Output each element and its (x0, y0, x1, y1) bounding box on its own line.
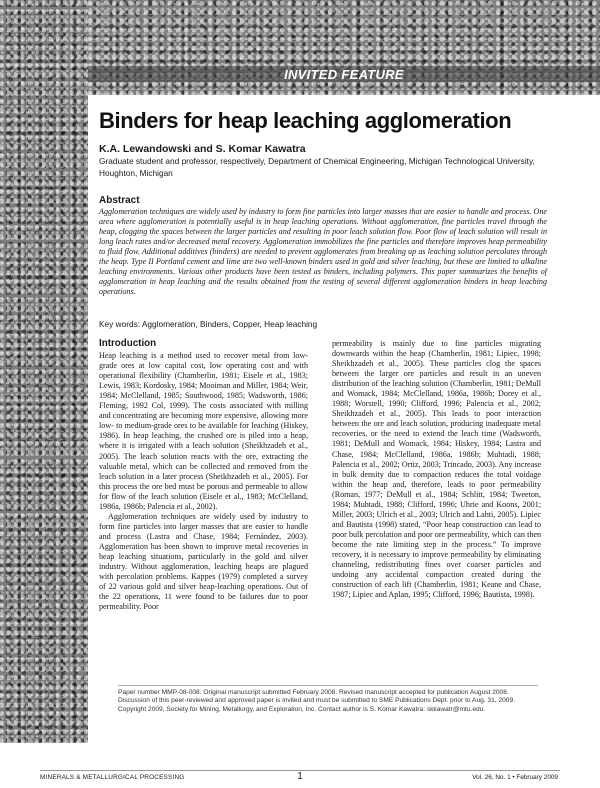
footnote: Paper number MMP-08-008. Original manuscript submitted February 2008. Revised manuscript accepted for publication August 2008. Discussion of this peer-reviewed and approved paper is invited and must be submitted to SME Publications Dept. prior to Aug. 31, 2009. Copyright 2009, Society for Mining, Metallurgy, and Exploration, Inc. Contact author is S. Komar Kawatra: skkawatr@mtu.edu. (118, 689, 515, 713)
keywords: Key words: Agglomeration, Binders, Copper, Heap leaching (99, 319, 318, 329)
introduction-heading: Introduction (99, 338, 157, 349)
banner-label: INVITED FEATURE (284, 66, 404, 82)
page-number: 1 (297, 771, 303, 782)
body-paragraph: Heap leaching is a method used to recover metal from low-grade ores at low capital cost, low operating cost and with operational flexibility (Chamberlin, 1981; Eisele et al., 1983; Lewis, 1983; Kordosky, 1984; Mooiman and Miller, 1984; Weir, 1984; McClelland, 1985; Southwood, 1985; Wadsworth, 1986; Fleming, 1992 Col, 1999). The costs associated with milling and concentrating are becoming more expensive, allowing more low- to medium-grade ores to be available for leaching (Hiskey, 1986). In heap leaching, the crushed ore is piled into a heap, where it is irrigated with a leach solution (Sheikhzadeh et al., 2005). The leach solution reacts with the ore, extracting the valuable metal, which can be collected and removed from the leach solution in a later process (Sheikhzadeh et al., 2005). For this process the ore bed must be porous and permeable to allow for flow of the leach solution (Eisele et al., 1983; McClelland, 1986a, 1986b; Palencia et al., 2002). (99, 351, 308, 511)
invited-feature-banner (88, 66, 600, 82)
body-column-left (99, 339, 308, 612)
abstract-text: Agglomeration techniques are widely used by industry to form fine particles into larger masses that are easier to handle and process. One area where agglomeration is potentially useful is in heap leaching operations. Without agglomeration, fine particles travel through the heap, clogging the spaces between the larger particles and resulting in poor leach solution flow. Poor flow of leach solution will result in long leach rates and/or decreased metal recovery. Agglomeration immobilizes the fine particles and therefore improves heap permeability to fluid flow. Additional additives (binders) are needed to prevent agglomerates from breaking up as leaching solution percolates through the heap. Type II Portland cement and lime are two well-known binders used in gold and silver leaching, but these are limited to alkaline leaching environments. Various other products have been tested as binders, including polymers. This paper summarizes the benefits of agglomeration in heap leaching and the results obtained from the testing of several different agglomeration binders in heap leaching operations. (99, 207, 547, 296)
article-title: Binders for heap leaching agglomeration (99, 108, 512, 133)
body-paragraph: Agglomeration techniques are widely used by industry to form fine particles into larger masses that are easier to handle and process (Lastra and Chase, 1984; Fernández, 2003). Agglomeration has been shown to improve metal recoveries in heap leaching situations, particularly in the gold and silver industry. Without agglomeration, leaching heaps are plagued with percolation problems. Kappes (1979) completed a survey of 22 various gold and silver heap-leaching operations. Out of the 22 operations, 11 were found to be failures due to poor permeability. Poor (99, 511, 308, 612)
granite-side-border (0, 0, 88, 743)
journal-name: MINERALS & METALLURGICAL PROCESSING (40, 774, 185, 781)
article-authors: K.A. Lewandowski and S. Komar Kawatra (99, 143, 306, 155)
abstract-heading: Abstract (99, 195, 140, 206)
body-paragraph: permeability is mainly due to fine particles migrating downwards within the heap (Chamberlin, 1981; Lipiec, 1998; Sheikhzadeh et al., 2005). These particles clog the spaces between the larger ore particles and result in an uneven distribution of the leaching solution (Chamberlin, 1981; DeMull and Womack, 1984; McClelland, 1986a, 1986b; Dorey et al., 1988; Worstell, 1990; Clifford, 1996; Palencia et al., 2002; Sheikhzadeh et al., 2005). This leads to poor interaction between the ore and leach solution, producing inadequate metal recoveries, or the need to extend the leach time (Wadsworth, 1981; DeMull and Womack, 1984; Hiskey, 1984; Lastra and Chase, 1984; McClelland, 1986a, 1986b; Muhtadi, 1988; Palencia et al., 2002; Ortiz, 2003; Trincado, 2003). Any increase in bulk density due to compaction reduces the total voidage within the heap and, therefore, leads to poor permeability (Roman, 1977; DeMull et al., 1984; Schlitt, 1984; Tweeton, 1984; Muhtadi, 1988; Clifford, 1996; Uhrie and Koons, 2001; Miller, 2003; Ulrich et al., 2003; Ulrich and Lahti, 2005). Lipiec and Bautista (1998) stated, “Poor heap construction can lead to poor bulk percolation and poor ore permeability, which can then become the rate limiting step in the process.” To improve recovery, it is necessary to improve permeability by eliminating channeling, redistributing fines over coarser particles and undoing any accidental compaction created during the construction of each lift (Chamberlin, 1981; Keane and Chase, 1987; Lipiec and Aplan, 1995; Clifford, 1996; Bautista, 1998). (332, 339, 541, 600)
issue-info: Vol. 26, No. 1 • February 2009 (472, 774, 558, 781)
author-affiliation: Graduate student and professor, respectively, Department of Chemical Engineering, Michigan Technological University, Houghton, Michigan (99, 156, 535, 178)
body-column-right (332, 339, 541, 600)
footnote-divider (118, 685, 538, 686)
